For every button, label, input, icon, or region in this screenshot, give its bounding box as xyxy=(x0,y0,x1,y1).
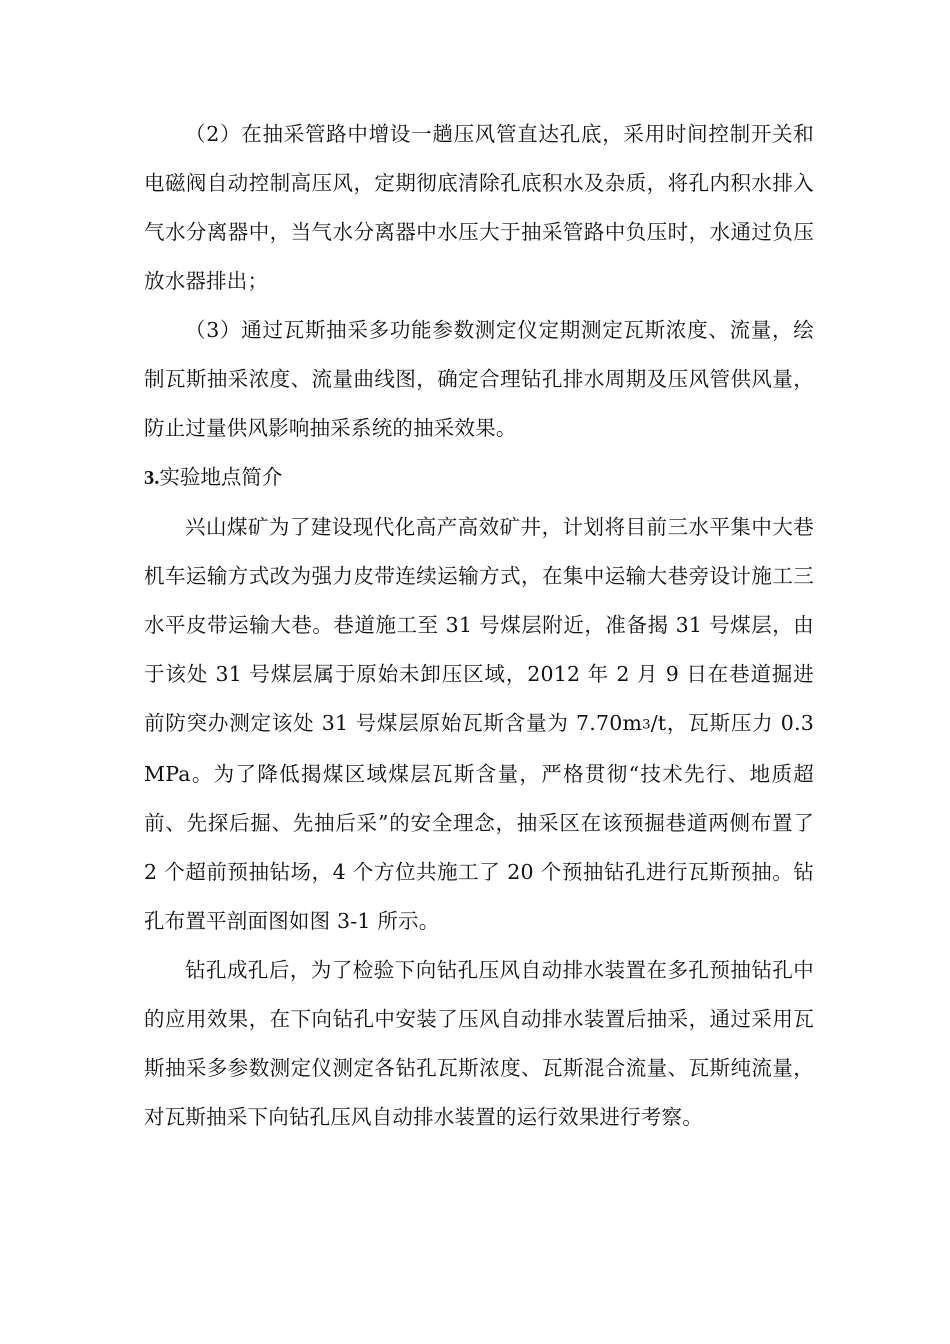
paragraph-step-2: （2）在抽采管路中增设一趟压风管直达孔底，采用时间控制开关和电磁阀自动控制高压风，定期彻底清除孔底积水及杂质，将孔内积水排入气水分离器中，当气水分离器中水压大于抽采管路中负压时，水通过负压放水器排出； xyxy=(144,122,814,293)
section-title: 实验地点简介 xyxy=(159,465,283,489)
section-heading xyxy=(144,453,814,503)
site-intro-text-2: /t，瓦斯压力 0.3MPa。为了降低揭煤区域煤层瓦斯含量，严格贯彻“技术先行、地质超前、先探后掘、先抽后采”的安全理念，抽采区在该预掘巷道两侧布置了 2 个超前预抽钻场，4 个方位共施工了 20 个预抽钻孔进行瓦斯预抽。钻孔布置平剖面图如图 3-1 所示。 xyxy=(144,711,814,933)
paragraph-test-method: 钻孔成孔后，为了检验下向钻孔压风自动排水装置在多孔预抽钻孔中的应用效果，在下向钻孔中安装了压风自动排水装置后抽采，通过采用瓦斯抽采多参数测定仪测定各钻孔瓦斯浓度、瓦斯混合流量、瓦斯纯流量，对瓦斯抽采下向钻孔压风自动排水装置的运行效果进行考察。 xyxy=(144,957,814,1129)
section-number: 3. xyxy=(144,467,160,489)
site-intro-text-1: 兴山煤矿为了建设现代化高产高效矿井，计划将目前三水平集中大巷机车运输方式改为强力皮带连续运输方式，在集中运输大巷旁设计施工三水平皮带运输大巷。巷道施工至 31 号煤层附近，准备揭 31 号煤层，由于该处 31 号煤层属于原始未卸压区域，2012 年 2 月 9 日在巷道掘进前防突办测定该处 31 号煤层原始瓦斯含量为 7.70m xyxy=(144,515,814,735)
paragraph-step-3: （3）通过瓦斯抽采多功能参数测定仪定期测定瓦斯浓度、流量，绘制瓦斯抽采浓度、流量曲线图，确定合理钻孔排水周期及压风管供风量，防止过量供风影响抽采系统的抽采效果。 xyxy=(144,318,814,440)
document-page xyxy=(144,110,814,1142)
paragraph-site-intro xyxy=(144,503,814,946)
unit-subscript: 3 xyxy=(642,717,651,733)
